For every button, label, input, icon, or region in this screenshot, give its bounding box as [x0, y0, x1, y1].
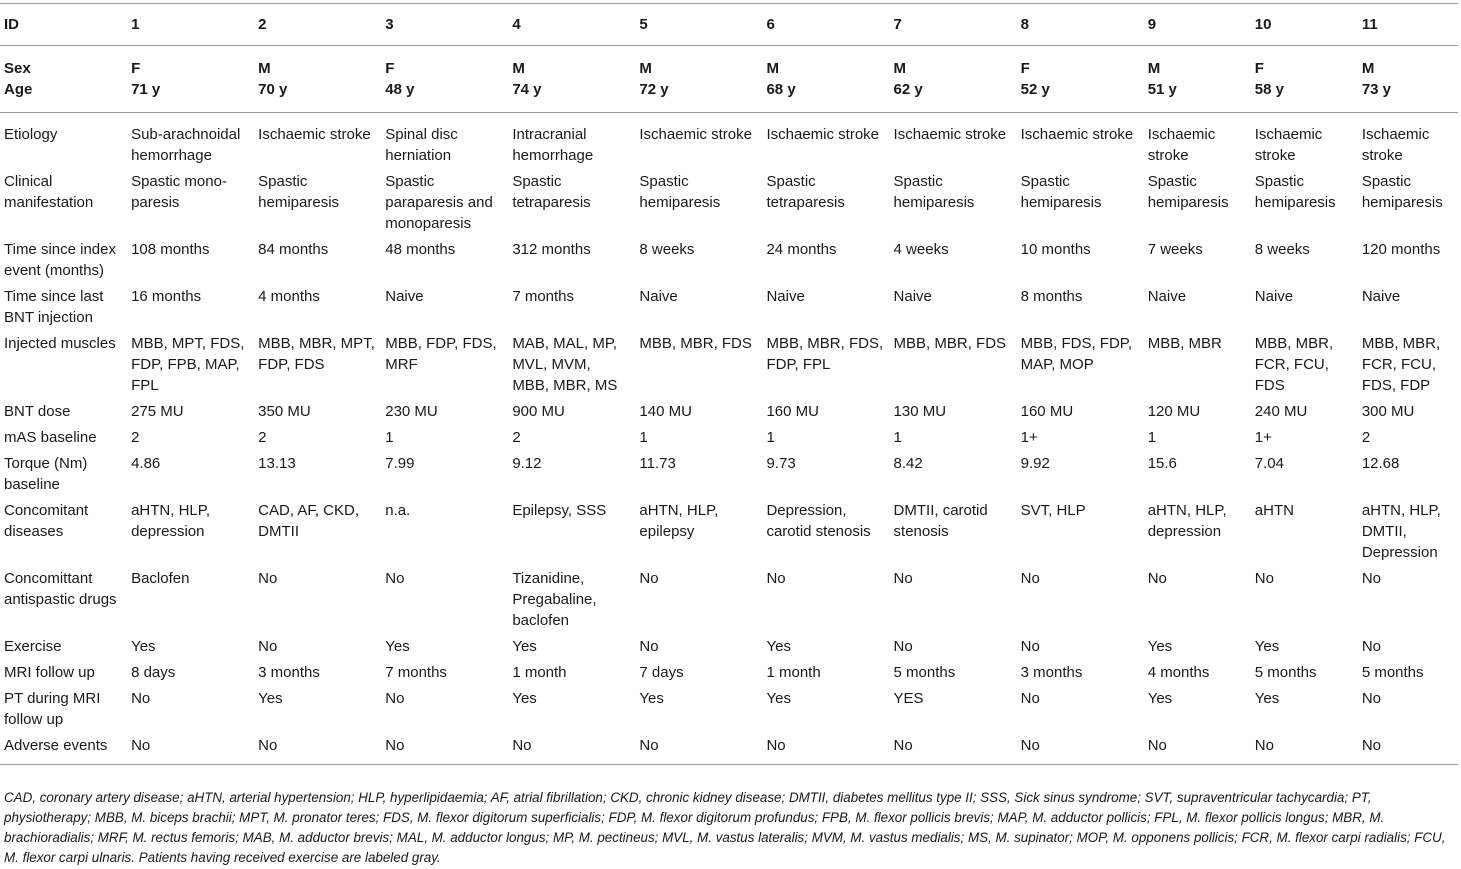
row-label: Clinical manifestation	[4, 173, 94, 211]
row-label: Etiology	[4, 126, 58, 143]
patient-characteristics-table	[0, 3, 1458, 765]
table-cell: No	[1358, 730, 1458, 765]
table-cell: 2	[258, 429, 267, 446]
table-cell: No	[893, 638, 913, 655]
table-cell: M	[1361, 60, 1375, 77]
table-cell: 5 months	[893, 664, 956, 681]
table-cell: SVT, HLP	[1020, 502, 1086, 519]
table-cell: Yes	[1147, 638, 1173, 655]
table-cell: No	[1361, 570, 1382, 587]
table-cell: 1	[127, 4, 254, 46]
table-cell: Yes	[766, 638, 791, 655]
table-cell: MBB, MBR	[1147, 335, 1222, 352]
table-cell: Ischaemic stroke	[258, 126, 371, 143]
table-cell: 230 MU	[385, 403, 438, 420]
table-cell: Yes	[766, 690, 791, 707]
table-row	[0, 448, 1458, 495]
table-cell: 1+	[1254, 429, 1272, 446]
table-cell: No	[258, 638, 278, 655]
table-cell: Spastic hemiparesis	[1020, 173, 1102, 211]
table-cell: M	[766, 60, 779, 77]
table-cell: MBB, FDS, FDP, MAP, MOP	[1020, 335, 1133, 373]
row-age	[0, 79, 1458, 113]
table-cell: MBB, MBR, FCR, FCU, FDS, FDP	[1361, 335, 1441, 394]
row-label: Exercise	[4, 638, 62, 655]
table-cell: No	[890, 730, 1017, 765]
table-cell: No	[1254, 570, 1274, 587]
table-cell: Epilepsy, SSS	[512, 502, 607, 519]
table-cell: 4 weeks	[893, 241, 949, 258]
row-label: Adverse events	[0, 730, 127, 765]
table-cell: 120 months	[1361, 241, 1441, 258]
table-cell: 1 month	[512, 664, 567, 681]
table-cell: aHTN, HLP, depression	[131, 502, 210, 540]
table-row	[0, 730, 1458, 765]
row-label: ID	[0, 4, 127, 46]
table-cell: aHTN, HLP, epilepsy	[639, 502, 719, 540]
table-cell: 7 weeks	[1147, 241, 1203, 258]
table-cell: Naive	[1147, 288, 1187, 305]
table-cell: No	[127, 730, 254, 765]
table-cell: Spastic tetraparesis	[512, 173, 591, 211]
table-cell: 1	[1147, 429, 1157, 446]
table-cell: Depression, carotid stenosis	[766, 502, 871, 540]
table-cell: No	[1147, 570, 1167, 587]
table-cell: 7 days	[639, 664, 684, 681]
table-cell: No	[385, 690, 405, 707]
table-row	[0, 328, 1458, 396]
table-cell: F	[1020, 60, 1030, 77]
table-cell: 130 MU	[893, 403, 947, 420]
table-cell: 70 y	[254, 79, 381, 113]
table-cell: MBB, MBR, FDS	[639, 335, 752, 352]
table-cell: Spastic hemiparesis	[1254, 173, 1336, 211]
table-cell: 160 MU	[766, 403, 819, 420]
table-cell: 10 months	[1020, 241, 1091, 258]
table-cell: Tizanidine, Pregabaline, baclofen	[512, 570, 597, 629]
table-cell: 9	[1144, 4, 1251, 46]
table-cell: 72 y	[635, 79, 762, 113]
table-cell: 1	[639, 429, 648, 446]
table-cell: Sub-arachnoidal hemorrhage	[131, 126, 241, 164]
table-cell: 120 MU	[1147, 403, 1201, 420]
table-cell: MBB, MBR, MPT, FDP, FDS	[258, 335, 375, 373]
table-cell: F	[385, 60, 395, 77]
table-cell: 9.73	[766, 455, 796, 472]
table-cell: No	[766, 570, 786, 587]
table-cell: F	[1254, 60, 1264, 77]
table-cell: No	[508, 730, 635, 765]
table-cell: No	[1361, 638, 1382, 655]
table-row	[0, 234, 1458, 281]
table-cell: 73 y	[1358, 79, 1458, 113]
table-cell: No	[385, 570, 405, 587]
row-label: Concomittant antispastic drugs	[4, 570, 117, 608]
table-cell: 62 y	[890, 79, 1017, 113]
table-cell: No	[1361, 690, 1382, 707]
table-cell: 7.04	[1254, 455, 1284, 472]
table-cell: Ischaemic stroke	[1020, 126, 1134, 143]
table-cell: Yes	[258, 690, 283, 707]
table-cell: 2	[131, 429, 140, 446]
table-cell: No	[1144, 730, 1251, 765]
table-cell: 11.73	[639, 455, 676, 472]
table-cell: M	[639, 60, 652, 77]
table-cell: Ischaemic stroke	[1361, 126, 1430, 164]
table-cell: No	[635, 730, 762, 765]
table-cell: DMTII, carotid stenosis	[893, 502, 988, 540]
table-row	[0, 683, 1458, 730]
table-row	[0, 281, 1458, 328]
table-cell: 900 MU	[512, 403, 565, 420]
table-cell: No	[639, 570, 659, 587]
table-cell: 8 weeks	[1254, 241, 1310, 258]
table-cell: 8 months	[1020, 288, 1083, 305]
table-cell: 84 months	[258, 241, 329, 258]
table-cell: 108 months	[131, 241, 210, 258]
table-cell: 2	[254, 4, 381, 46]
table-cell: Naive	[766, 288, 805, 305]
table-cell: 51 y	[1144, 79, 1251, 113]
table-cell: 58 y	[1251, 79, 1358, 113]
table-cell: CAD, AF, CKD, DMTII	[258, 502, 360, 540]
row-label: Age	[0, 79, 127, 113]
table-cell: 2	[1361, 429, 1371, 446]
table-row	[0, 631, 1458, 657]
table-cell: MBB, MPT, FDS, FDP, FPB, MAP, FPL	[131, 335, 245, 394]
row-label: Time since index event (months)	[4, 241, 116, 279]
row-label: Sex	[4, 60, 31, 77]
row-label: Injected muscles	[4, 335, 116, 352]
table-cell: 1	[385, 429, 394, 446]
table-cell: 9.92	[1020, 455, 1050, 472]
table-cell: 11	[1358, 4, 1458, 46]
table-cell: 8 weeks	[639, 241, 695, 258]
table-cell: No	[254, 730, 381, 765]
table-cell: aHTN	[1254, 502, 1294, 519]
table-cell: 2	[512, 429, 521, 446]
table-cell: Spastic hemiparesis	[639, 173, 721, 211]
table-cell: 4 months	[258, 288, 320, 305]
table-cell: Yes	[385, 638, 410, 655]
table-cell: 8	[1017, 4, 1144, 46]
table-cell: 3 months	[1020, 664, 1083, 681]
table-cell: 16 months	[131, 288, 202, 305]
table-cell: Naive	[385, 288, 424, 305]
table-cell: M	[893, 60, 907, 77]
table-cell: 1+	[1020, 429, 1038, 446]
table-footnote: CAD, coronary artery disease; aHTN, arterial hypertension; HLP, hyperlipidaemia; AF, atrial fibrillation; CKD, chronic kidney disease; DMTII, diabetes mellitus type II; SSS, Sick sinus syndrome; SVT, supraventricular tachycardia; PT, physiotherapy; MBB, M. biceps brachii; MPT, M. pronator teres; FDS, M. flexor digitorum superficialis; FDP, M. flexor digitorum profundus; FPB, M. flexor pollicis brevis; MAP, M. adductor pollicis; FPL, M. flexor pollicis longus; MBR, M. brachioradialis; MRF, M. rectus femoris; MAB, M. adductor brevis; MAL, M. adductor longus; MP, M. pectineus; MVL, M. vastus lateralis; MVM, M. vastus medialis; MS, M. supinator; MOP, M. opponens pollicis; FCR, M. flexor carpi radialis; FCU, M. flexor carpi ulnaris. Patients having received exercise are labeled gray.	[4, 790, 1446, 865]
table-cell: 4.86	[131, 455, 161, 472]
table-cell: 9.12	[512, 455, 542, 472]
table-cell: 300 MU	[1361, 403, 1415, 420]
table-cell: No	[131, 690, 151, 707]
table-row	[0, 166, 1458, 234]
table-cell: n.a.	[385, 502, 411, 519]
table-cell: 7	[890, 4, 1017, 46]
table-cell: 7 months	[512, 288, 575, 305]
table-row	[0, 495, 1458, 563]
table-cell: 12.68	[1361, 455, 1400, 472]
table-cell: Ischaemic stroke	[893, 126, 1007, 143]
table-row	[0, 113, 1458, 167]
table-cell: Naive	[1254, 288, 1294, 305]
table-cell: No	[639, 638, 659, 655]
table-cell: No	[762, 730, 889, 765]
table-cell: 5 months	[1254, 664, 1317, 681]
table-cell: No	[1251, 730, 1358, 765]
table-cell: Spastic hemiparesis	[1147, 173, 1229, 211]
table-cell: Naive	[639, 288, 678, 305]
table-row	[0, 396, 1458, 422]
table-cell: 48 months	[385, 241, 456, 258]
table-cell: No	[1017, 730, 1144, 765]
table-cell: M	[512, 60, 525, 77]
table-cell: 4 months	[1147, 664, 1210, 681]
table-cell: Yes	[1147, 690, 1173, 707]
table-cell: 24 months	[766, 241, 837, 258]
table-cell: 7.99	[385, 455, 415, 472]
table-cell: 48 y	[381, 79, 508, 113]
table-cell: MBB, MBR, FDS	[893, 335, 1007, 352]
table-cell: 160 MU	[1020, 403, 1074, 420]
row-label: PT during MRI follow up	[4, 690, 101, 728]
table-cell: 3	[381, 4, 508, 46]
table-cell: 275 MU	[131, 403, 184, 420]
table-cell: Spastic mono-paresis	[131, 173, 227, 211]
table-cell: 6	[762, 4, 889, 46]
table-cell: 15.6	[1147, 455, 1177, 472]
table-cell: MBB, MBR, FDS, FDP, FPL	[766, 335, 884, 373]
table-cell: 350 MU	[258, 403, 311, 420]
table-cell: Spastic hemiparesis	[258, 173, 340, 211]
table-body	[0, 4, 1458, 765]
table-cell: MBB, FDP, FDS, MRF	[385, 335, 497, 373]
row-label: Concomitant diseases	[4, 502, 89, 540]
table-cell: Spastic tetraparesis	[766, 173, 845, 211]
table-row	[0, 657, 1458, 683]
table-cell: 74 y	[508, 79, 635, 113]
table-cell: No	[258, 570, 278, 587]
table-row	[0, 422, 1458, 448]
table-cell: M	[258, 60, 271, 77]
table-cell: 8 days	[131, 664, 176, 681]
table-cell: YES	[893, 690, 924, 707]
table-cell: Ischaemic stroke	[766, 126, 880, 143]
table-cell: No	[1020, 690, 1040, 707]
table-cell: 5	[635, 4, 762, 46]
table-cell: 5 months	[1361, 664, 1424, 681]
table-cell: Yes	[131, 638, 156, 655]
table-cell: aHTN, HLP, DMTII, Depression	[1361, 502, 1441, 561]
table-cell: 71 y	[127, 79, 254, 113]
table-cell: 68 y	[762, 79, 889, 113]
table-cell: MBB, MBR, FCR, FCU, FDS	[1254, 335, 1334, 394]
table-cell: Naive	[1361, 288, 1401, 305]
patient-characteristics-table-container	[0, 3, 1461, 765]
table-cell: 10	[1251, 4, 1358, 46]
table-cell: Yes	[512, 638, 537, 655]
table-cell: Yes	[1254, 690, 1280, 707]
table-cell: 52 y	[1017, 79, 1144, 113]
table-cell: Spastic hemiparesis	[893, 173, 975, 211]
table-cell: 3 months	[258, 664, 320, 681]
table-cell: Ischaemic stroke	[1147, 126, 1216, 164]
table-cell: Intracranial hemorrhage	[512, 126, 594, 164]
table-cell: M	[1147, 60, 1161, 77]
row-label: mAS baseline	[4, 429, 97, 446]
table-cell: Naive	[893, 288, 932, 305]
row-label: MRI follow up	[4, 664, 95, 681]
table-row	[0, 563, 1458, 631]
table-cell: No	[1020, 638, 1040, 655]
table-cell: 13.13	[258, 455, 296, 472]
row-label: BNT dose	[4, 403, 71, 420]
table-cell: Spinal disc herniation	[385, 126, 458, 164]
table-cell: No	[1020, 570, 1040, 587]
row-label: Torque (Nm) baseline	[4, 455, 88, 493]
table-cell: 1	[893, 429, 902, 446]
table-cell: Yes	[639, 690, 664, 707]
table-cell: 140 MU	[639, 403, 692, 420]
table-cell: 240 MU	[1254, 403, 1308, 420]
table-cell: No	[381, 730, 508, 765]
table-cell: 1 month	[766, 664, 821, 681]
table-cell: Spastic hemiparesis	[1361, 173, 1443, 211]
table-cell: Yes	[512, 690, 537, 707]
table-cell: Ischaemic stroke	[1254, 126, 1323, 164]
header-row-id	[0, 4, 1458, 46]
table-cell: 7 months	[385, 664, 447, 681]
table-cell: Baclofen	[131, 570, 190, 587]
table-cell: MAB, MAL, MP, MVL, MVM, MBB, MBR, MS	[512, 335, 618, 394]
table-cell: 8.42	[893, 455, 923, 472]
table-cell: F	[131, 60, 141, 77]
table-cell: Ischaemic stroke	[639, 126, 752, 143]
row-sex	[0, 46, 1458, 80]
table-cell: No	[893, 570, 913, 587]
table-cell: aHTN, HLP, depression	[1147, 502, 1227, 540]
table-cell: 1	[766, 429, 775, 446]
row-label: Time since last BNT injection	[4, 288, 104, 326]
table-cell: Spastic paraparesis and monoparesis	[385, 173, 493, 232]
table-cell: Yes	[1254, 638, 1280, 655]
table-cell: 4	[508, 4, 635, 46]
table-cell: 312 months	[512, 241, 591, 258]
